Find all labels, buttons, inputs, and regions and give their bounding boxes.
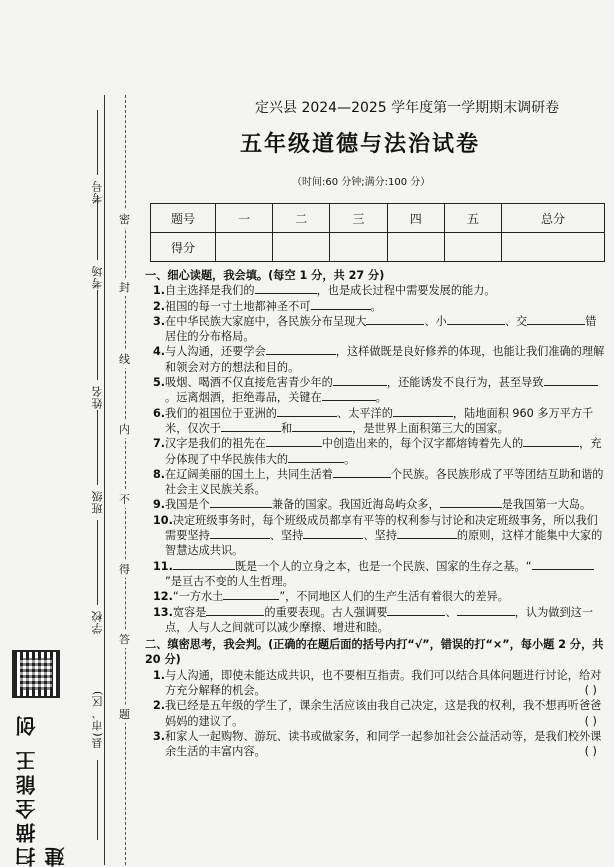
county-title: 定兴县 2024—2025 学年度第一学期期末调研卷 — [255, 100, 560, 116]
field-exam-number-line — [97, 110, 98, 175]
answer-blank[interactable] — [292, 421, 352, 432]
answer-blank[interactable] — [322, 390, 376, 401]
field-school-line — [97, 520, 98, 605]
question-text: 宽容是 — [172, 605, 207, 619]
field-exam-number: 考号 — [91, 180, 104, 204]
question-text: 错居住的分布格局。 — [165, 314, 597, 344]
field-exam-room: 考场 — [91, 265, 104, 289]
seal-char-2: 封 — [119, 278, 130, 296]
question-text: 祖国的每一寸土地都神圣不可 — [165, 299, 311, 313]
binding-strip — [0, 0, 150, 867]
question-text: ，这样做既是良好修养的体现，也能让我们准确的理解和领会对方的想法和目的。 — [165, 345, 605, 374]
answer-blank[interactable] — [366, 314, 424, 325]
judge-question — [145, 668, 605, 699]
answer-blank[interactable] — [333, 467, 391, 478]
question-text: ，还能诱发不良行为，甚至导致 — [386, 376, 544, 390]
question-text: ，认为做到这一点，人与人之间就可以减少摩擦、增进和睦。 — [165, 605, 594, 634]
question-number: 5. — [153, 376, 166, 390]
fill-question — [145, 406, 605, 437]
question-text: 和家人一起购物、游玩、读书或做家务，和同学一起参加社会公益活动等，是我们校外课余生活的丰富内容。 — [165, 729, 602, 759]
score-header-cell: 四 — [387, 204, 444, 233]
fill-question — [145, 497, 605, 512]
fill-question — [145, 513, 605, 559]
score-table-header-row — [151, 204, 605, 233]
answer-blank[interactable] — [221, 421, 281, 432]
question-text: 与人沟通，即使未能达成共识，也不要相互指责。我们可以结合具体问题进行讨论，给对方充分解释的机会。 — [165, 668, 602, 698]
question-number: 10. — [153, 513, 173, 527]
field-name: 姓名 — [91, 385, 104, 409]
question-number: 1. — [153, 284, 166, 298]
seal-char-8: 题 — [119, 705, 130, 723]
field-class: 班级 — [91, 490, 104, 514]
question-number: 12. — [153, 590, 173, 604]
score-header-cell: 总分 — [502, 204, 605, 233]
score-table — [150, 203, 605, 262]
question-number: 6. — [153, 406, 166, 420]
answer-blank[interactable] — [266, 436, 322, 447]
question-number: 8. — [153, 467, 166, 481]
answer-blank[interactable] — [393, 406, 453, 417]
score-header-cell: 三 — [330, 204, 387, 233]
scanner-watermark: 扫描全能王 创建 — [15, 712, 68, 867]
fill-question — [145, 436, 605, 467]
qr-code-icon — [12, 650, 60, 698]
fill-question — [145, 467, 605, 498]
fill-question — [145, 299, 605, 314]
exam-title: 五年级道德与法治试卷 — [240, 132, 481, 157]
question-number: 1. — [153, 668, 166, 682]
binding-solid-line — [104, 95, 105, 865]
fill-question — [145, 589, 605, 604]
score-header-cell: 五 — [444, 204, 501, 233]
answer-blank[interactable] — [206, 605, 264, 616]
seal-char-3: 线 — [119, 350, 130, 368]
question-text: 自主选择是我们的 — [165, 284, 255, 298]
answer-blank[interactable] — [387, 605, 445, 616]
seal-char-1: 密 — [119, 210, 130, 228]
question-text: ，陆地面积 960 多万平方千米，仅次于 — [165, 406, 594, 435]
answer-blank[interactable] — [210, 497, 272, 508]
question-text: 我们的祖国位于亚洲的 — [165, 406, 277, 420]
question-number: 11. — [153, 559, 173, 573]
question-text: 在辽阔美丽的国土上，共同生活着 — [165, 467, 333, 481]
question-number: 3. — [153, 314, 166, 328]
question-text: ，是世界上面积第三大的国家。 — [352, 421, 509, 435]
question-number: 3. — [153, 729, 166, 743]
question-text: 和 — [280, 421, 293, 435]
question-number: 4. — [153, 345, 166, 359]
field-school: 学校 — [91, 610, 104, 634]
answer-blank[interactable] — [447, 314, 505, 325]
question-text: 兼备的国家。我国近海岛屿众多， — [271, 498, 440, 512]
seal-char-5: 不 — [119, 490, 130, 508]
question-text: 决定班级事务时，每个班级成员都享有平等的权利参与讨论和决定班级事务，所以我们需要坚持 — [165, 513, 598, 543]
section2-questions — [145, 668, 605, 760]
time-note: （时间:60 分钟;满分:100 分） — [292, 177, 431, 188]
question-text: 的原则，这样才能集中大家的智慧达成共识。 — [165, 529, 603, 558]
question-text: 、太平洋的 — [336, 406, 393, 420]
field-county-line — [97, 760, 98, 840]
score-input-cell[interactable] — [387, 233, 444, 262]
answer-blank[interactable] — [303, 528, 363, 539]
answer-blank[interactable] — [210, 528, 270, 539]
exam-content — [145, 268, 605, 760]
score-input-cell[interactable] — [273, 233, 330, 262]
question-text: 我国是个 — [165, 498, 210, 512]
score-input-cell[interactable] — [444, 233, 501, 262]
answer-blank[interactable] — [277, 406, 337, 417]
question-text: 是我国第一大岛。 — [501, 498, 592, 512]
question-text: ”是亘古不变的人生哲理。 — [165, 574, 294, 588]
answer-blank[interactable] — [523, 436, 579, 447]
question-text: 。远离烟酒，拒绝毒品，关键在 — [165, 391, 322, 405]
section1-questions — [145, 283, 605, 635]
answer-blank[interactable] — [311, 299, 371, 310]
question-text: 、坚持 — [363, 529, 397, 543]
answer-blank[interactable] — [544, 375, 598, 386]
answer-parentheses[interactable]: ( ) — [584, 684, 597, 698]
seal-char-6: 得 — [119, 560, 130, 578]
fill-question — [145, 344, 605, 375]
answer-blank[interactable] — [397, 528, 457, 539]
answer-blank[interactable] — [223, 589, 279, 600]
question-text: 中创造出来的，每个汉字都熔铸着先人的 — [321, 437, 524, 451]
question-text: 。 — [344, 452, 356, 466]
score-input-cell[interactable] — [502, 233, 605, 262]
section2-title: 二、缜密思考，我会判。(正确的在题后面的括号内打“√”，错误的打“×”，每小题 2 分，共 20 分) — [145, 638, 604, 667]
answer-blank[interactable] — [173, 559, 235, 570]
section1-title: 一、细心读题，我会填。(每空 1 分，共 27 分) — [145, 269, 385, 282]
fill-question — [145, 314, 605, 345]
question-text: 吸烟、喝酒不仅直接危害青少年的 — [165, 376, 333, 390]
answer-blank[interactable] — [440, 497, 502, 508]
field-exam-room-line — [97, 195, 98, 260]
question-text: 、 — [445, 605, 457, 619]
answer-blank[interactable] — [527, 314, 585, 325]
question-text: 与人沟通，还要学会 — [165, 345, 266, 359]
question-number: 7. — [153, 437, 166, 451]
answer-parentheses[interactable]: ( ) — [584, 745, 597, 759]
answer-blank[interactable] — [288, 452, 344, 463]
question-text: 、交 — [504, 314, 528, 328]
question-number: 9. — [153, 498, 166, 512]
seal-char-4: 内 — [119, 420, 130, 438]
question-text: 。 — [375, 391, 387, 405]
score-header-cell: 一 — [216, 204, 273, 233]
fill-question — [145, 605, 605, 636]
answer-blank[interactable] — [255, 283, 317, 294]
question-text: ，也是成长过程中需要发展的能力。 — [316, 284, 496, 298]
score-input-cell[interactable] — [216, 233, 273, 262]
question-text: 在中华民族大家庭中，各民族分布呈现大 — [165, 314, 367, 328]
field-county: 县(市、区) — [91, 690, 104, 749]
field-class-line — [97, 410, 98, 485]
question-text: 的重要表现。古人强调要 — [264, 605, 388, 619]
answer-blank[interactable] — [532, 559, 594, 570]
judge-question — [145, 729, 605, 760]
answer-blank[interactable] — [266, 344, 336, 355]
fill-question — [145, 375, 605, 406]
field-name-line — [97, 290, 98, 380]
question-text: 我已经是五年级的学生了，课余生活应该由我自己决定，这是我的权利，我不想再听爸爸妈妈的建议了。 — [165, 699, 602, 728]
judge-question — [145, 698, 605, 729]
question-text: 既是一个人的立身之本，也是一个民族、国家的生存之基。“ — [234, 559, 532, 573]
answer-parentheses[interactable]: ( ) — [584, 714, 597, 728]
score-table-score-row — [151, 233, 605, 262]
question-text: 、小 — [424, 314, 447, 328]
question-number: 2. — [153, 299, 166, 313]
score-header-cell: 题号 — [151, 204, 216, 233]
question-number: 13. — [153, 605, 173, 619]
fill-question — [145, 283, 605, 298]
question-number: 2. — [153, 699, 166, 713]
fill-question — [145, 559, 605, 590]
answer-blank[interactable] — [333, 375, 387, 386]
score-header-cell: 二 — [273, 204, 330, 233]
question-text: ”，不同地区人们的生产生活有着很大的差异。 — [279, 590, 509, 604]
question-text: ，充分体现了中华民族伟大的 — [165, 437, 602, 466]
answer-blank[interactable] — [457, 605, 515, 616]
question-text: 。 — [370, 299, 382, 313]
score-row-label: 得分 — [151, 233, 216, 262]
score-input-cell[interactable] — [330, 233, 387, 262]
question-text: 个民族。各民族形成了平等团结互助和谐的社会主义民族关系。 — [165, 467, 604, 497]
question-text: 汉字是我们的祖先在 — [165, 437, 266, 451]
seal-char-7: 答 — [119, 630, 130, 648]
question-text: 、坚持 — [269, 529, 304, 543]
question-text: “一方水土 — [172, 590, 224, 604]
